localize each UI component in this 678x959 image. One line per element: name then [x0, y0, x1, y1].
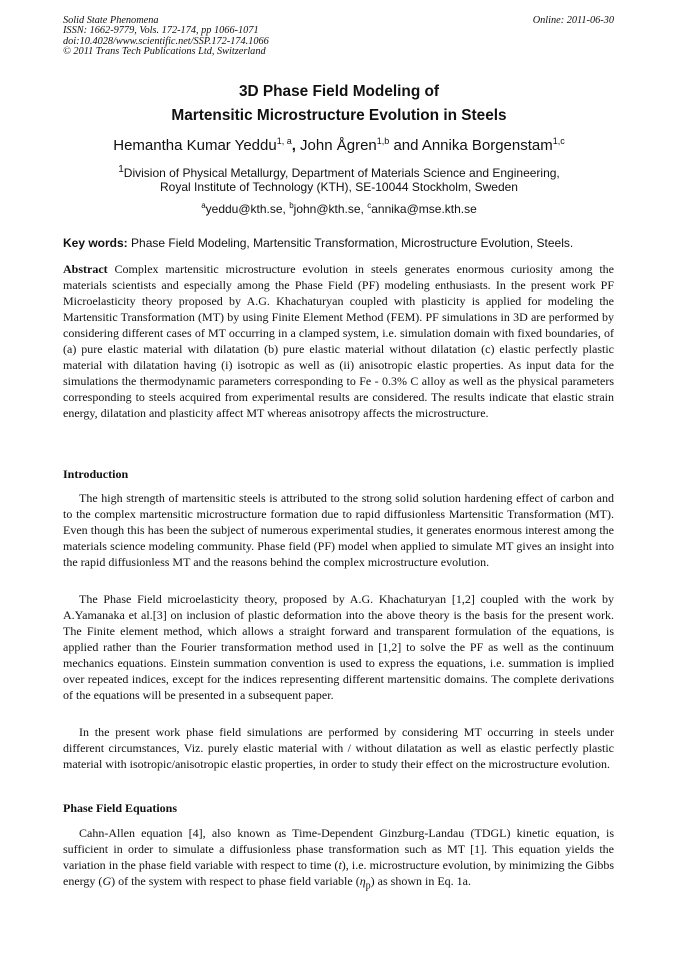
author-2-affil: 1,b	[376, 136, 390, 146]
doi-line[interactable]: doi:10.4028/www.scientific.net/SSP.172-174.1066	[63, 35, 269, 47]
symbol-eta: η	[359, 874, 366, 888]
online-date: Online: 2011-06-30	[532, 15, 614, 26]
section-heading-phase-field-equations: Phase Field Equations	[63, 801, 178, 815]
symbol-eta-sub: p	[365, 880, 371, 892]
intro-paragraph-2: The Phase Field microelasticity theory, proposed by A.G. Khachaturyan [1,2] coupled with the work by A.Yamanaka et al.[3] on inclusion of plastic deformation into the above theory is the basis for the present work. The Finite element method, which allows a straight forward and transparent formulation of the equations, is applied rather than the Fourier transformation method used in [1,2] to solve the PF as well as the continuum mechanics equations. Einstein summation convention is used to express the equations, i.e. summation is implied over repeated indices, except for the indices representing different martensitic domains. The complete derivations of the equations will be presented in a subsequent paper.	[63, 592, 614, 702]
section-heading-introduction: Introduction	[63, 467, 129, 481]
author-3-affil: 1,c	[552, 136, 565, 146]
author-and: and	[389, 137, 422, 154]
journal-name: Solid State Phenomena	[63, 15, 159, 26]
intro-paragraph-3: In the present work phase field simulations are performed by considering MT occurring in steels under different circumstances, Viz. purely elastic material with / without dilatation as well as elastic perfectly plastic material with isotropic/anisotropic elastic properties, in order to study their effect on the microstructure evolution.	[63, 725, 614, 771]
email-b[interactable]: john@kth.se,	[293, 202, 368, 216]
abstract-text: Complex martensitic microstructure evolution in steels generates enormous curiosity among the materials scientists and especially among the Phase Field (PF) modeling enthusiasts. In the present work PF Microelasticity theory proposed by A.G. Khachaturyan coupled with plasticity is applied for modeling the Martensitic Transformation (MT) by using Finite Element Method (FEM). PF simulations in 3D are performed by considering different cases of MT occurring in a clamped system, i.e. simulation domain with fixed boundaries, of (a) pure elastic material with dilatation (b) pure elastic material without dilatation (c) elastic perfectly plastic material with dilatation having (i) isotropic as well as (ii) anisotropic elastic properties. As input data for the simulations the thermodynamic parameters corresponding to Fe - 0.3% C alloy as well as the physical parameters corresponding to steels acquired from experimental results are considered. The results indicate that elastic strain energy, dilatation and plasticity affect MT whereas anisotropy affects the microstructure.	[63, 262, 614, 420]
abstract	[63, 261, 614, 421]
email-a[interactable]: yeddu@kth.se,	[205, 202, 290, 216]
affiliation-sup: 1	[118, 164, 124, 175]
symbol-t: t	[338, 858, 342, 872]
author-2: John Ågren	[295, 137, 377, 154]
author-separator: ,	[291, 137, 296, 154]
affiliation-line-2: Royal Institute of Technology (KTH), SE-10044 Stockholm, Sweden	[160, 180, 518, 194]
issn-line: ISSN: 1662-9779, Vols. 172-174, pp 1066-1071	[63, 25, 259, 37]
abstract-label: Abstract	[63, 262, 108, 276]
copyright-line: © 2011 Trans Tech Publications Ltd, Switzerland	[63, 46, 266, 58]
author-1: Hemantha Kumar Yeddu	[113, 137, 277, 154]
email-c[interactable]: annika@mse.kth.se	[371, 202, 477, 216]
author-1-affil: 1, a	[276, 136, 292, 146]
journal-header	[63, 16, 269, 58]
affiliation-line-1: $^1$Division of Physical Metallurgy, Department of Materials Science and Engineering,	[118, 164, 560, 180]
keywords	[63, 236, 573, 250]
paper-title-line-2: Martensitic Microstructure Evolution in Steels	[171, 107, 507, 124]
keywords-text: Phase Field Modeling, Martensitic Transformation, Microstructure Evolution, Steels.	[127, 236, 574, 250]
author-3: Annika Borgenstam	[421, 137, 553, 154]
paper-title-line-1: 3D Phase Field Modeling of	[238, 83, 440, 100]
symbol-G: G	[102, 874, 112, 888]
intro-paragraph-1: The high strength of martensitic steels is attributed to the strong solid solution hardening effect of carbon and to the complex martensitic microstructure formation due to rapid diffusionless Martensitic Transformation (MT). Even though this has been the subject of numerous experimental studies, it generates enormous interest among the materials science modeling community. Phase field (PF) model when applied to simulate MT gives an insight into the rapid diffusionless MT and the reasons behind the complex microstructure evolution.	[63, 491, 614, 569]
keywords-label: Key words:	[63, 236, 128, 250]
author-emails: $^a$yeddu@kth.se, $^b$john@kth.se, $^c$annika@mse.kth.se	[201, 201, 477, 216]
author-list	[60, 136, 618, 154]
phase-field-paragraph-1: Cahn-Allen equation [4], also known as Time-Dependent Ginzburg-Landau (TDGL) kinetic equation, is sufficient in order to simulate a diffusionless phase transformation such as MT [1]. This equation yields the variation in the phase field variable with respect to time (t), i.e. microstructure evolution, by minimizing the Gibbs energy (G) of the system with respect to phase field variable $(\eta_p)$ as shown in Eq. 1a.	[63, 826, 614, 892]
